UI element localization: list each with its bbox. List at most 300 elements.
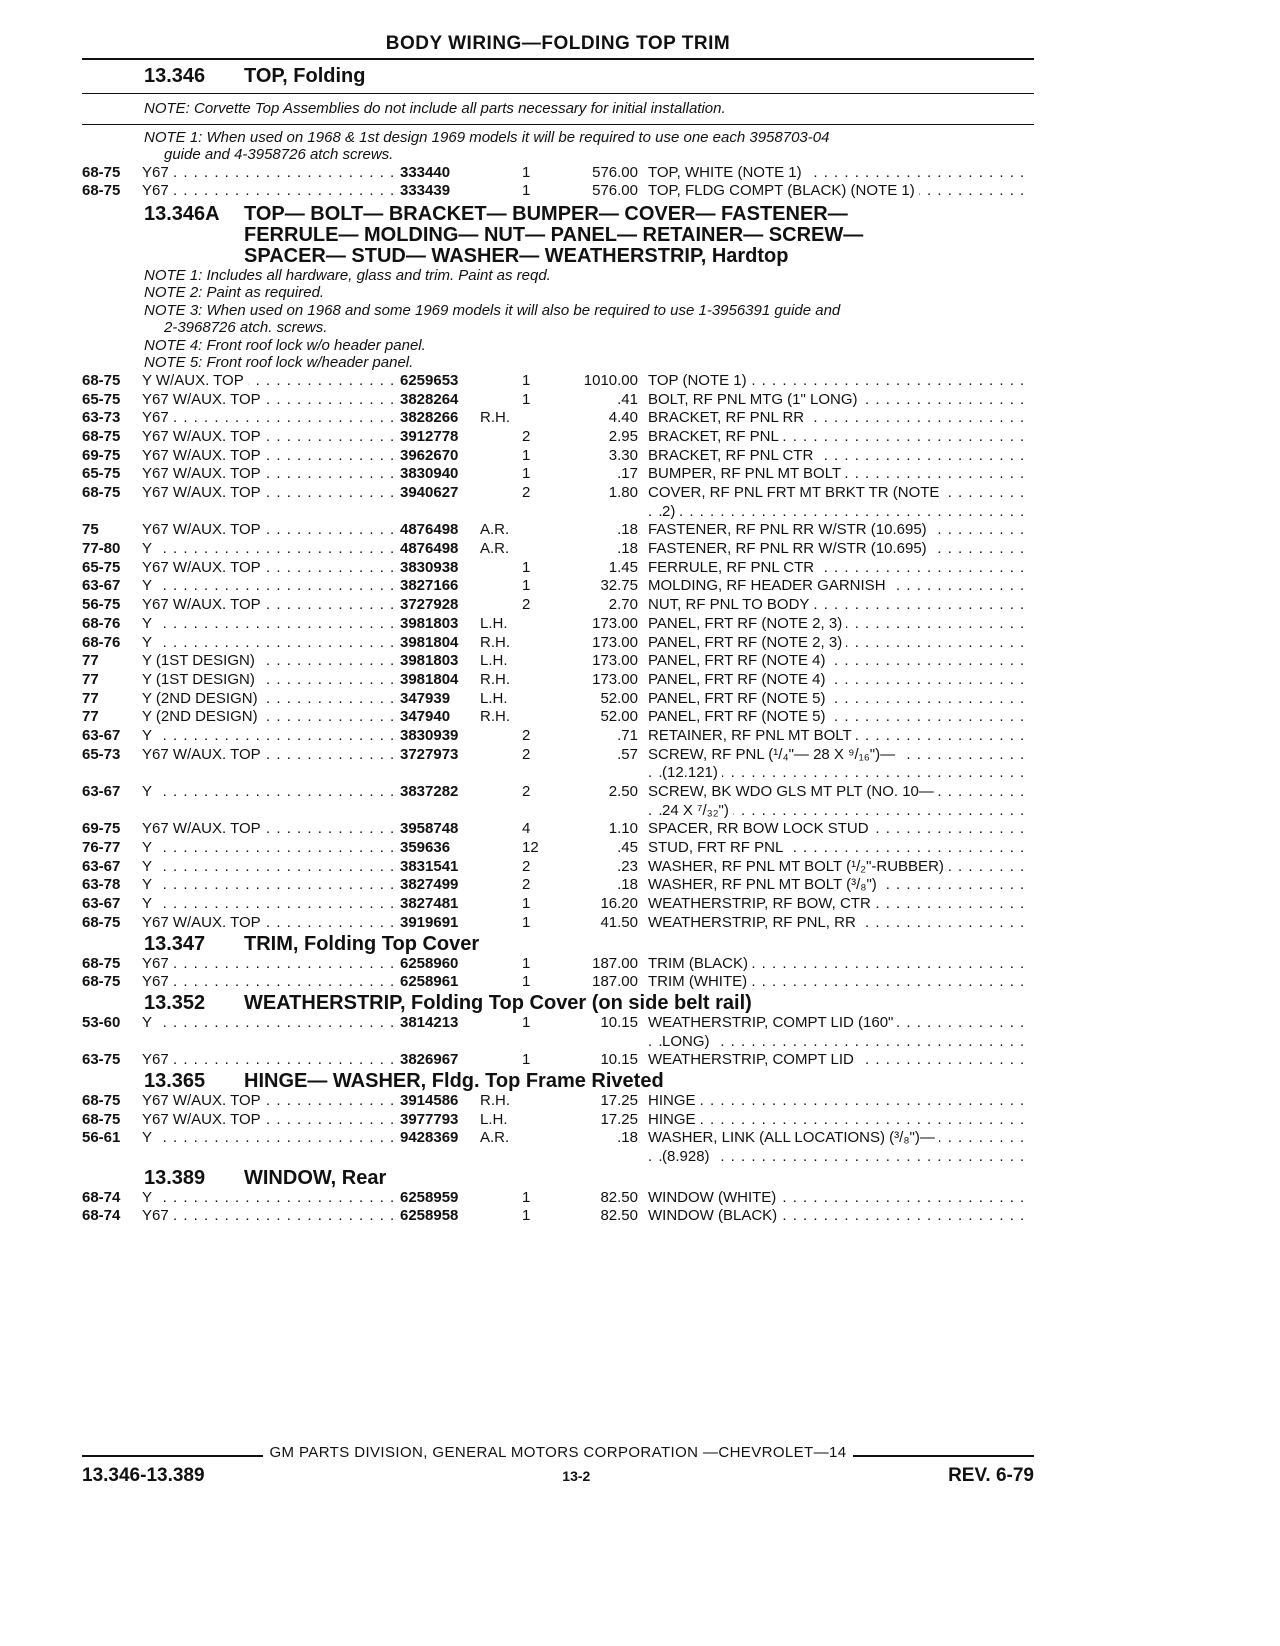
part-row xyxy=(82,671,1034,690)
part-number: 347939 xyxy=(400,689,451,707)
description-line xyxy=(648,615,1034,634)
model-years: 68-75 xyxy=(82,182,121,200)
model-code xyxy=(142,727,400,746)
quantity: 2 xyxy=(522,596,531,614)
price: 1.45 xyxy=(608,558,638,576)
title-rule xyxy=(82,58,1034,60)
part-side xyxy=(480,876,522,895)
part-description xyxy=(648,652,1034,671)
section-title-line: WINDOW, Rear xyxy=(244,1166,387,1189)
part-description xyxy=(648,671,1034,690)
price: 10.15 xyxy=(600,1051,638,1069)
quantity: 1 xyxy=(522,390,531,408)
model-years: 77-80 xyxy=(82,540,121,558)
model-years: 63-78 xyxy=(82,876,121,894)
quantity: 1 xyxy=(522,954,531,972)
model-code xyxy=(142,391,400,410)
part-side xyxy=(480,484,522,521)
model-years: 68-75 xyxy=(82,913,121,931)
quantity xyxy=(522,1129,558,1166)
description-line xyxy=(648,577,1034,596)
part-number: 333440 xyxy=(400,163,451,181)
quantity xyxy=(522,1092,558,1111)
quantity: 1 xyxy=(522,1188,531,1206)
part-number: 3912778 xyxy=(400,427,459,445)
description-text: PANEL, FRT RF (NOTE 4) xyxy=(648,652,830,669)
description-text: RETAINER, RF PNL MT BOLT xyxy=(648,727,856,744)
section-number: 13.389 xyxy=(144,1166,206,1189)
section-title xyxy=(244,1168,1034,1189)
part-side xyxy=(480,914,522,933)
model-code xyxy=(142,1129,400,1166)
part-number: 3981803 xyxy=(400,614,459,632)
part-side: R.H. xyxy=(480,708,510,726)
model-code xyxy=(142,973,400,992)
section-note xyxy=(82,267,1034,285)
note-rule-bottom xyxy=(82,124,1034,125)
footer-revision: REV. 6-79 xyxy=(948,1465,1034,1486)
section-number: 13.346A xyxy=(144,202,220,225)
part-row xyxy=(82,727,1034,746)
price: .18 xyxy=(617,540,638,558)
description-line xyxy=(648,540,1034,559)
model-code-text: Y xyxy=(142,1189,156,1206)
model-code-text: Y67 W/AUX. TOP xyxy=(142,1111,265,1128)
part-number: 3814213 xyxy=(400,1013,459,1031)
description-line xyxy=(648,839,1034,858)
model-years: 63-67 xyxy=(82,857,121,875)
model-code-text: Y xyxy=(142,895,156,912)
description-line xyxy=(648,820,1034,839)
section-note xyxy=(82,302,1034,337)
installation-note: NOTE: Corvette Top Assemblies do not include all parts necessary for initial installation. xyxy=(144,100,726,117)
footer-page-number: 13-2 xyxy=(562,1468,591,1484)
description-line xyxy=(648,465,1034,484)
quantity xyxy=(522,615,558,634)
description-line xyxy=(648,1051,1034,1070)
part-row xyxy=(82,895,1034,914)
description-line xyxy=(648,764,1034,783)
part-description xyxy=(648,596,1034,615)
part-description xyxy=(648,858,1034,877)
quantity: 1 xyxy=(522,895,531,913)
model-years: 76-77 xyxy=(82,839,121,857)
part-description xyxy=(648,1189,1034,1208)
description-text: WINDOW (WHITE) xyxy=(648,1189,780,1206)
part-row xyxy=(82,615,1034,634)
section-note xyxy=(82,354,1034,372)
description-line xyxy=(648,1148,1034,1167)
price: 52.00 xyxy=(600,708,638,726)
model-code-text: Y67 xyxy=(142,1207,173,1224)
model-code-text: Y xyxy=(142,858,156,875)
description-line xyxy=(648,182,1034,201)
part-side xyxy=(480,391,522,410)
part-number: 3830940 xyxy=(400,465,459,483)
description-line xyxy=(648,1033,1034,1052)
price: 2.50 xyxy=(608,783,638,801)
section-heading xyxy=(82,1071,1034,1092)
model-code xyxy=(142,1111,400,1130)
part-number: 3831541 xyxy=(400,857,459,875)
model-code xyxy=(142,1207,400,1226)
quantity: 1 xyxy=(522,913,531,931)
section-note-continuation: guide and 4-3958726 atch screws. xyxy=(164,146,394,163)
part-side xyxy=(480,447,522,466)
price: 173.00 xyxy=(592,670,638,688)
model-code xyxy=(142,465,400,484)
description-text: WASHER, LINK (ALL LOCATIONS) (³/₈")— xyxy=(648,1129,939,1146)
part-row xyxy=(82,428,1034,447)
quantity xyxy=(522,690,558,709)
part-side xyxy=(480,465,522,484)
part-side xyxy=(480,746,522,783)
price: 1.80 xyxy=(608,484,638,501)
description-line xyxy=(648,559,1034,578)
price: .17 xyxy=(617,465,638,483)
model-years: 68-75 xyxy=(82,163,121,181)
model-years: 63-75 xyxy=(82,1051,121,1069)
model-code xyxy=(142,428,400,447)
model-code-text: Y67 xyxy=(142,164,173,181)
description-text: PANEL, FRT RF (NOTE 4) xyxy=(648,671,830,688)
price: 4.40 xyxy=(608,409,638,427)
model-code-text: Y67 W/AUX. TOP xyxy=(142,391,265,408)
model-code-text: Y xyxy=(142,783,156,800)
description-line xyxy=(648,914,1034,933)
part-row xyxy=(82,596,1034,615)
part-side xyxy=(480,973,522,992)
quantity xyxy=(522,521,558,540)
part-description xyxy=(648,409,1034,428)
description-text: BRACKET, RF PNL RR xyxy=(648,409,808,426)
part-side: R.H. xyxy=(480,670,510,688)
description-text: WINDOW (BLACK) xyxy=(648,1207,781,1224)
part-row xyxy=(82,484,1034,521)
part-row xyxy=(82,708,1034,727)
description-text: SCREW, RF PNL (¹/₄"— 28 X ⁹/₁₆")— xyxy=(648,746,899,763)
section-heading xyxy=(82,66,1034,87)
part-number: 4876498 xyxy=(400,521,459,539)
price: 16.20 xyxy=(600,895,638,913)
description-line xyxy=(648,1189,1034,1208)
model-years: 65-75 xyxy=(82,465,121,483)
model-code xyxy=(142,164,400,183)
section-number: 13.347 xyxy=(144,932,206,955)
part-side xyxy=(480,559,522,578)
part-description xyxy=(648,634,1034,653)
price: .45 xyxy=(617,839,638,857)
quantity: 1 xyxy=(522,371,531,389)
footer-publisher-line xyxy=(82,1444,1034,1461)
part-side: R.H. xyxy=(480,409,510,427)
part-row xyxy=(82,652,1034,671)
part-side: A.R. xyxy=(480,1129,510,1147)
description-text: BRACKET, RF PNL xyxy=(648,428,783,445)
part-description xyxy=(648,727,1034,746)
part-row xyxy=(82,783,1034,820)
description-text: FERRULE, RF PNL CTR xyxy=(648,559,818,576)
description-line xyxy=(648,802,1034,821)
price: 82.50 xyxy=(600,1188,638,1206)
part-description xyxy=(648,708,1034,727)
section-note xyxy=(82,284,1034,302)
model-code xyxy=(142,540,400,559)
model-code-text: Y67 W/AUX. TOP xyxy=(142,465,265,482)
part-side: R.H. xyxy=(480,1092,510,1109)
part-side: A.R. xyxy=(480,540,510,558)
description-text: WEATHERSTRIP, COMPT LID (160" xyxy=(648,1014,897,1031)
price: 187.00 xyxy=(592,973,638,991)
part-number: 3837282 xyxy=(400,783,459,801)
part-side xyxy=(480,428,522,447)
description-text: TOP (NOTE 1) xyxy=(648,372,751,389)
model-years: 56-61 xyxy=(82,1129,121,1147)
part-description xyxy=(648,1207,1034,1226)
price: .23 xyxy=(617,857,638,875)
part-row xyxy=(82,1207,1034,1226)
part-number: 333439 xyxy=(400,182,451,200)
part-number: 9428369 xyxy=(400,1129,459,1147)
section-number: 13.346 xyxy=(144,65,206,87)
part-number: 3981803 xyxy=(400,652,459,670)
quantity xyxy=(522,671,558,690)
price: 17.25 xyxy=(600,1110,638,1128)
part-side: A.R. xyxy=(480,521,510,539)
model-code-text: Y (2ND DESIGN) xyxy=(142,708,262,725)
description-line xyxy=(648,895,1034,914)
part-number: 3977793 xyxy=(400,1110,459,1128)
section-title xyxy=(244,934,1034,955)
quantity: 1 xyxy=(522,182,531,200)
quantity xyxy=(522,634,558,653)
part-row xyxy=(82,521,1034,540)
model-code-text: Y (1ST DESIGN) xyxy=(142,671,259,688)
description-text: 2) xyxy=(662,503,679,520)
part-side xyxy=(480,839,522,858)
part-row xyxy=(82,876,1034,895)
price: 82.50 xyxy=(600,1207,638,1225)
description-text: PANEL, FRT RF (NOTE 5) xyxy=(648,708,830,725)
model-code-text: Y67 W/AUX. TOP xyxy=(142,1092,265,1109)
model-years: 63-67 xyxy=(82,895,121,913)
part-side xyxy=(480,727,522,746)
part-number: 6258958 xyxy=(400,1207,459,1225)
part-number: 3727928 xyxy=(400,596,459,614)
description-line xyxy=(648,521,1034,540)
description-line xyxy=(648,1129,1034,1148)
part-side xyxy=(480,1207,522,1226)
part-side xyxy=(480,783,522,820)
model-code xyxy=(142,1014,400,1051)
quantity: 1 xyxy=(522,973,531,991)
part-description xyxy=(648,746,1034,783)
section-heading xyxy=(82,993,1034,1014)
model-years: 63-73 xyxy=(82,409,121,427)
description-line xyxy=(648,164,1034,183)
model-code xyxy=(142,671,400,690)
model-years: 68-75 xyxy=(82,973,121,991)
description-text: STUD, FRT RF PNL xyxy=(648,839,787,856)
section-note-text: NOTE 1: Includes all hardware, glass and trim. Paint as reqd. xyxy=(144,266,551,284)
part-description xyxy=(648,391,1034,410)
part-row xyxy=(82,839,1034,858)
price: 187.00 xyxy=(592,954,638,972)
model-code xyxy=(142,876,400,895)
model-years: 68-74 xyxy=(82,1207,121,1225)
model-code xyxy=(142,914,400,933)
section-heading xyxy=(82,1168,1034,1189)
part-row xyxy=(82,182,1034,201)
part-description xyxy=(648,521,1034,540)
model-code-text: Y xyxy=(142,634,156,651)
quantity: 2 xyxy=(522,876,531,894)
description-text: SPACER, RR BOW LOCK STUD xyxy=(648,820,873,837)
section-note-text: NOTE 1: When used on 1968 & 1st design 1969 models it will be required to use one each 3958703-04 xyxy=(144,128,830,146)
model-code-text: Y (1ST DESIGN) xyxy=(142,652,259,669)
model-code-text: Y67 W/AUX. TOP xyxy=(142,484,265,501)
part-number: 3940627 xyxy=(400,484,459,501)
part-number: 3919691 xyxy=(400,913,459,931)
description-line xyxy=(648,955,1034,974)
section-title-line: TOP, Folding xyxy=(244,65,366,87)
part-number: 3827166 xyxy=(400,577,459,595)
model-years: 63-67 xyxy=(82,726,121,744)
part-row xyxy=(82,973,1034,992)
model-years: 77 xyxy=(82,652,99,670)
price: 1.10 xyxy=(608,820,638,838)
part-description xyxy=(648,1014,1034,1051)
quantity: 1 xyxy=(522,577,531,595)
model-code-text: Y67 W/AUX. TOP xyxy=(142,428,265,445)
description-line xyxy=(648,727,1034,746)
quantity xyxy=(522,652,558,671)
part-number: 6259653 xyxy=(400,371,459,389)
section-number: 13.352 xyxy=(144,991,206,1014)
section-note-text: NOTE 4: Front roof lock w/o header panel. xyxy=(144,336,426,354)
part-number: 3981804 xyxy=(400,670,459,688)
price: 2.95 xyxy=(608,427,638,445)
price: 173.00 xyxy=(592,633,638,651)
description-text: TRIM (BLACK) xyxy=(648,955,752,972)
model-years: 53-60 xyxy=(82,1013,121,1031)
part-description xyxy=(648,1111,1034,1130)
section-title xyxy=(244,993,1034,1014)
description-line xyxy=(648,1014,1034,1033)
part-number: 3828264 xyxy=(400,390,459,408)
description-line xyxy=(648,876,1034,895)
part-side: L.H. xyxy=(480,614,508,632)
description-text: FASTENER, RF PNL RR W/STR (10.695) xyxy=(648,540,931,557)
part-number: 6258959 xyxy=(400,1188,459,1206)
model-years: 65-75 xyxy=(82,390,121,408)
section-title-line: FERRULE— MOLDING— NUT— PANEL— RETAINER— SCREW— xyxy=(244,223,864,246)
model-code xyxy=(142,839,400,858)
part-row xyxy=(82,1111,1034,1130)
page-title: BODY WIRING—FOLDING TOP TRIM xyxy=(385,33,731,54)
model-years: 69-75 xyxy=(82,446,121,464)
price: 576.00 xyxy=(592,163,638,181)
part-side xyxy=(480,164,522,183)
description-text: TOP, WHITE (NOTE 1) xyxy=(648,164,806,181)
description-text: WASHER, RF PNL MT BOLT (³/₈") xyxy=(648,876,881,893)
part-side xyxy=(480,955,522,974)
description-text: NUT, RF PNL TO BODY xyxy=(648,596,813,613)
part-row xyxy=(82,409,1034,428)
description-line xyxy=(648,484,1034,503)
description-text: WEATHERSTRIP, RF BOW, CTR xyxy=(648,895,875,912)
description-line xyxy=(648,372,1034,391)
description-line xyxy=(648,1092,1034,1111)
model-code xyxy=(142,484,400,521)
model-code-text: Y67 W/AUX. TOP xyxy=(142,521,265,538)
part-row xyxy=(82,858,1034,877)
description-line xyxy=(648,503,1034,522)
part-description xyxy=(648,484,1034,521)
footer-section-range: 13.346-13.389 xyxy=(82,1465,205,1486)
model-years: 68-76 xyxy=(82,633,121,651)
model-code xyxy=(142,955,400,974)
description-line xyxy=(648,690,1034,709)
quantity: 2 xyxy=(522,745,531,763)
price: 576.00 xyxy=(592,182,638,200)
price: .57 xyxy=(617,745,638,763)
part-side: L.H. xyxy=(480,689,508,707)
description-text: PANEL, FRT RF (NOTE 5) xyxy=(648,690,830,707)
part-row xyxy=(82,1051,1034,1070)
price: 3.30 xyxy=(608,446,638,464)
quantity xyxy=(522,1111,558,1130)
part-side xyxy=(480,1051,522,1070)
part-number: 6258960 xyxy=(400,954,459,972)
price: .18 xyxy=(617,521,638,539)
section-heading xyxy=(82,202,1034,267)
description-line xyxy=(648,596,1034,615)
section-title-line: WEATHERSTRIP, Folding Top Cover (on side belt rail) xyxy=(244,991,752,1014)
part-description xyxy=(648,973,1034,992)
quantity: 12 xyxy=(522,839,539,857)
part-description xyxy=(648,615,1034,634)
model-years: 77 xyxy=(82,670,99,688)
part-side xyxy=(480,1014,522,1051)
model-code-text: Y xyxy=(142,540,156,557)
part-side xyxy=(480,577,522,596)
section-title xyxy=(244,66,1034,87)
model-code-text: Y xyxy=(142,876,156,893)
model-years: 65-75 xyxy=(82,558,121,576)
model-code-text: Y xyxy=(142,615,156,632)
description-text: WEATHERSTRIP, RF PNL, RR xyxy=(648,914,860,931)
quantity: 1 xyxy=(522,1207,531,1225)
quantity xyxy=(522,708,558,727)
section-note xyxy=(82,337,1034,355)
model-code-text: Y (2ND DESIGN) xyxy=(142,690,262,707)
section-note-text: NOTE 3: When used on 1968 and some 1969 models it will also be required to use 1-3956391 guide and xyxy=(144,301,841,319)
model-years: 68-75 xyxy=(82,427,121,445)
model-code-text: Y67 W/AUX. TOP xyxy=(142,447,265,464)
part-row xyxy=(82,577,1034,596)
part-row xyxy=(82,465,1034,484)
model-code-text: Y xyxy=(142,727,156,744)
model-code xyxy=(142,1051,400,1070)
section-title-line: TRIM, Folding Top Cover xyxy=(244,932,480,955)
quantity: 1 xyxy=(522,1051,531,1069)
description-text: TOP, FLDG COMPT (BLACK) (NOTE 1) xyxy=(648,182,919,199)
description-line xyxy=(648,652,1034,671)
catalog-content xyxy=(82,66,1034,1226)
description-line xyxy=(648,1111,1034,1130)
model-code xyxy=(142,746,400,783)
